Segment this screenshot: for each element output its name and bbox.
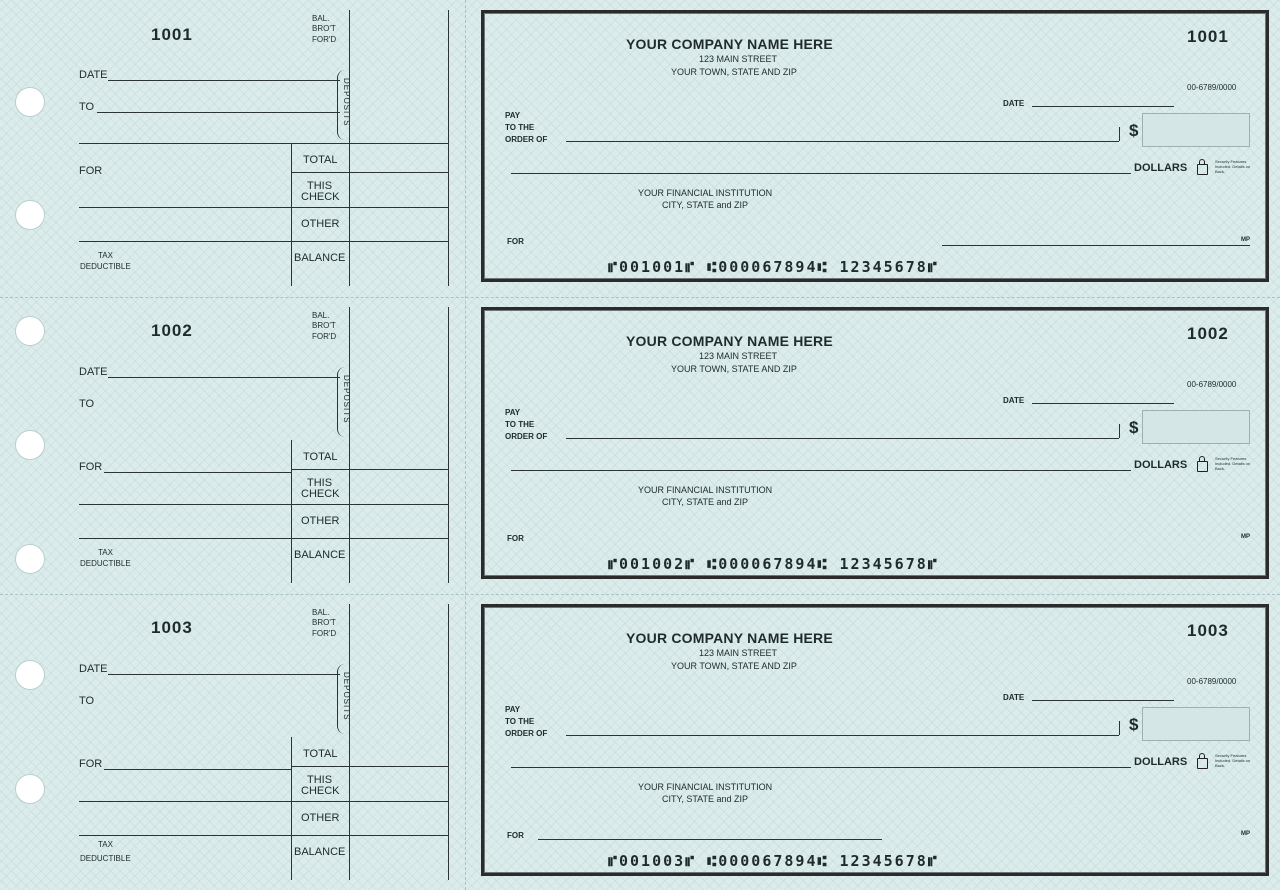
check-body bbox=[481, 10, 1269, 282]
stub-edge bbox=[448, 307, 449, 583]
memo-label: FOR bbox=[507, 237, 524, 246]
check-number: 1003 bbox=[1187, 621, 1229, 640]
micr-line: ⑈001001⑈ ⑆000067894⑆ 12345678⑈ bbox=[608, 258, 939, 276]
amount-box[interactable] bbox=[1142, 707, 1250, 741]
signature-line[interactable] bbox=[942, 245, 1250, 246]
lock-icon bbox=[1197, 461, 1208, 472]
stub-this-check-1: THIS bbox=[307, 180, 333, 192]
stub-bal-label-2: BRO'T bbox=[312, 321, 336, 330]
dollars-label: DOLLARS bbox=[1134, 162, 1188, 174]
stub-rule bbox=[79, 538, 449, 539]
written-amount-field[interactable] bbox=[511, 173, 1131, 174]
date-field[interactable] bbox=[1032, 700, 1174, 701]
stub-tax-label-1: TAX bbox=[98, 840, 113, 849]
check-body bbox=[481, 604, 1269, 876]
dollar-sign: $ bbox=[1129, 121, 1139, 140]
stub-date-field[interactable] bbox=[108, 377, 340, 378]
date-field[interactable] bbox=[1032, 106, 1174, 107]
stub-for-label: FOR bbox=[79, 165, 103, 177]
date-field[interactable] bbox=[1032, 403, 1174, 404]
stub-other-label: OTHER bbox=[301, 218, 340, 230]
stub-rule bbox=[291, 469, 449, 470]
micr-line: ⑈001003⑈ ⑆000067894⑆ 12345678⑈ bbox=[608, 852, 939, 870]
stub-bal-label-3: FOR'D bbox=[312, 332, 337, 341]
stub-rule bbox=[79, 207, 449, 208]
check-number: 1002 bbox=[1187, 324, 1229, 343]
binder-hole bbox=[15, 660, 45, 690]
company-street: 123 MAIN STREET bbox=[699, 648, 778, 658]
stub-edge bbox=[448, 10, 449, 286]
company-name: YOUR COMPANY NAME HERE bbox=[626, 36, 833, 52]
stub-date-field[interactable] bbox=[108, 80, 340, 81]
payee-field[interactable] bbox=[566, 735, 1119, 736]
stub-deposits-label: DEPOSITS bbox=[342, 672, 351, 721]
written-amount-field[interactable] bbox=[511, 767, 1131, 768]
stub-date-label: DATE bbox=[79, 663, 108, 675]
bank-name: YOUR FINANCIAL INSTITUTION bbox=[638, 485, 773, 495]
stub-check-number: 1003 bbox=[151, 618, 193, 637]
security-note: Security Features Included. Details on Back. bbox=[1215, 456, 1251, 471]
pay-label-3: ORDER OF bbox=[505, 729, 548, 738]
amount-box[interactable] bbox=[1142, 113, 1250, 147]
company-street: 123 MAIN STREET bbox=[699, 351, 778, 361]
stub-balance-label: BALANCE bbox=[294, 252, 346, 264]
company-city: YOUR TOWN, STATE AND ZIP bbox=[671, 364, 797, 374]
stub-bal-label-1: BAL. bbox=[312, 311, 330, 320]
stub-rule bbox=[79, 504, 449, 505]
written-amount-field[interactable] bbox=[511, 470, 1131, 471]
bank-name: YOUR FINANCIAL INSTITUTION bbox=[638, 188, 773, 198]
stub-rule bbox=[291, 766, 449, 767]
check-row-3 bbox=[0, 594, 1280, 890]
stub-divider bbox=[349, 604, 350, 880]
payee-field[interactable] bbox=[566, 141, 1119, 142]
security-note: Security Features Included. Details on Back. bbox=[1215, 753, 1251, 768]
stub-bal-label-2: BRO'T bbox=[312, 24, 336, 33]
payee-end-tick bbox=[1119, 127, 1120, 141]
stub-rule bbox=[79, 143, 449, 144]
bank-city: CITY, STATE and ZIP bbox=[662, 497, 749, 507]
stub-bal-label-3: FOR'D bbox=[312, 629, 337, 638]
binder-hole bbox=[15, 774, 45, 804]
stub-divider bbox=[291, 737, 292, 880]
stub-deposits-label: DEPOSITS bbox=[342, 375, 351, 424]
pay-label-2: TO THE bbox=[505, 717, 535, 726]
stub-this-check-2: CHECK bbox=[301, 785, 340, 797]
date-label: DATE bbox=[1003, 693, 1025, 702]
dollars-label: DOLLARS bbox=[1134, 756, 1188, 768]
stub-other-label: OTHER bbox=[301, 812, 340, 824]
lock-icon bbox=[1197, 758, 1208, 769]
stub-this-check-2: CHECK bbox=[301, 488, 340, 500]
stub-total-label: TOTAL bbox=[303, 154, 338, 166]
pay-label-1: PAY bbox=[505, 705, 521, 714]
stub-this-check-2: CHECK bbox=[301, 191, 340, 203]
routing-fraction: 00-6789/0000 bbox=[1187, 380, 1237, 389]
check-body bbox=[481, 307, 1269, 579]
company-city: YOUR TOWN, STATE AND ZIP bbox=[671, 67, 797, 77]
stub-for-field[interactable] bbox=[104, 769, 291, 770]
stub-date-field[interactable] bbox=[108, 674, 340, 675]
stub-divider bbox=[349, 10, 350, 286]
bank-city: CITY, STATE and ZIP bbox=[662, 200, 749, 210]
stub-tax-label-2: DEDUCTIBLE bbox=[80, 262, 131, 271]
dollar-sign: $ bbox=[1129, 715, 1139, 734]
pay-label-1: PAY bbox=[505, 408, 521, 417]
stub-divider bbox=[291, 440, 292, 583]
stub-rule bbox=[79, 835, 449, 836]
stub-bal-label-2: BRO'T bbox=[312, 618, 336, 627]
stub-bal-label-1: BAL. bbox=[312, 14, 330, 23]
memo-label: FOR bbox=[507, 831, 524, 840]
payee-end-tick bbox=[1119, 721, 1120, 735]
stub-to-field[interactable] bbox=[97, 112, 340, 113]
stub-bal-label-3: FOR'D bbox=[312, 35, 337, 44]
check-number: 1001 bbox=[1187, 27, 1229, 46]
stub-deposits-label: DEPOSITS bbox=[342, 78, 351, 127]
stub-to-label: TO bbox=[79, 398, 95, 410]
bank-city: CITY, STATE and ZIP bbox=[662, 794, 749, 804]
routing-fraction: 00-6789/0000 bbox=[1187, 677, 1237, 686]
bank-name: YOUR FINANCIAL INSTITUTION bbox=[638, 782, 773, 792]
binder-hole bbox=[15, 430, 45, 460]
company-name: YOUR COMPANY NAME HERE bbox=[626, 630, 833, 646]
stub-for-label: FOR bbox=[79, 461, 103, 473]
company-street: 123 MAIN STREET bbox=[699, 54, 778, 64]
stub-to-label: TO bbox=[79, 101, 95, 113]
company-city: YOUR TOWN, STATE AND ZIP bbox=[671, 661, 797, 671]
security-note: Security Features Included. Details on Back. bbox=[1215, 159, 1251, 174]
routing-fraction: 00-6789/0000 bbox=[1187, 83, 1237, 92]
stub-check-number: 1002 bbox=[151, 321, 193, 340]
stub-total-label: TOTAL bbox=[303, 451, 338, 463]
date-label: DATE bbox=[1003, 396, 1025, 405]
stub-tax-label-1: TAX bbox=[98, 251, 113, 260]
stub-rule bbox=[79, 241, 449, 242]
binder-hole bbox=[15, 316, 45, 346]
stub-tax-label-2: DEDUCTIBLE bbox=[80, 854, 131, 863]
binder-hole bbox=[15, 200, 45, 230]
mp-label: MP bbox=[1241, 534, 1250, 540]
memo-field[interactable] bbox=[538, 839, 882, 840]
binder-hole bbox=[15, 544, 45, 574]
stub-divider bbox=[349, 307, 350, 583]
micr-line: ⑈001002⑈ ⑆000067894⑆ 12345678⑈ bbox=[608, 555, 939, 573]
stub-for-label: FOR bbox=[79, 758, 103, 770]
stub-balance-label: BALANCE bbox=[294, 846, 346, 858]
dollar-sign: $ bbox=[1129, 418, 1139, 437]
check-row-2 bbox=[0, 297, 1280, 594]
check-row-1 bbox=[0, 0, 1280, 297]
dollars-label: DOLLARS bbox=[1134, 459, 1188, 471]
stub-this-check-1: THIS bbox=[307, 774, 333, 786]
stub-for-field[interactable] bbox=[104, 472, 291, 473]
binder-hole bbox=[15, 87, 45, 117]
lock-icon bbox=[1197, 164, 1208, 175]
mp-label: MP bbox=[1241, 237, 1250, 243]
stub-total-label: TOTAL bbox=[303, 748, 338, 760]
stub-tax-label-2: DEDUCTIBLE bbox=[80, 559, 131, 568]
stub-date-label: DATE bbox=[79, 69, 108, 81]
stub-date-label: DATE bbox=[79, 366, 108, 378]
stub-rule bbox=[79, 801, 449, 802]
pay-label-1: PAY bbox=[505, 111, 521, 120]
pay-label-2: TO THE bbox=[505, 420, 535, 429]
company-name: YOUR COMPANY NAME HERE bbox=[626, 333, 833, 349]
pay-label-3: ORDER OF bbox=[505, 432, 548, 441]
date-label: DATE bbox=[1003, 99, 1025, 108]
payee-field[interactable] bbox=[566, 438, 1119, 439]
stub-balance-label: BALANCE bbox=[294, 549, 346, 561]
memo-label: FOR bbox=[507, 534, 524, 543]
pay-label-2: TO THE bbox=[505, 123, 535, 132]
stub-to-label: TO bbox=[79, 695, 95, 707]
stub-check-number: 1001 bbox=[151, 25, 193, 44]
stub-bal-label-1: BAL. bbox=[312, 608, 330, 617]
stub-other-label: OTHER bbox=[301, 515, 340, 527]
stub-edge bbox=[448, 604, 449, 880]
pay-label-3: ORDER OF bbox=[505, 135, 548, 144]
stub-this-check-1: THIS bbox=[307, 477, 333, 489]
amount-box[interactable] bbox=[1142, 410, 1250, 444]
stub-rule bbox=[291, 172, 449, 173]
stub-tax-label-1: TAX bbox=[98, 548, 113, 557]
payee-end-tick bbox=[1119, 424, 1120, 438]
mp-label: MP bbox=[1241, 831, 1250, 837]
stub-divider bbox=[291, 143, 292, 286]
